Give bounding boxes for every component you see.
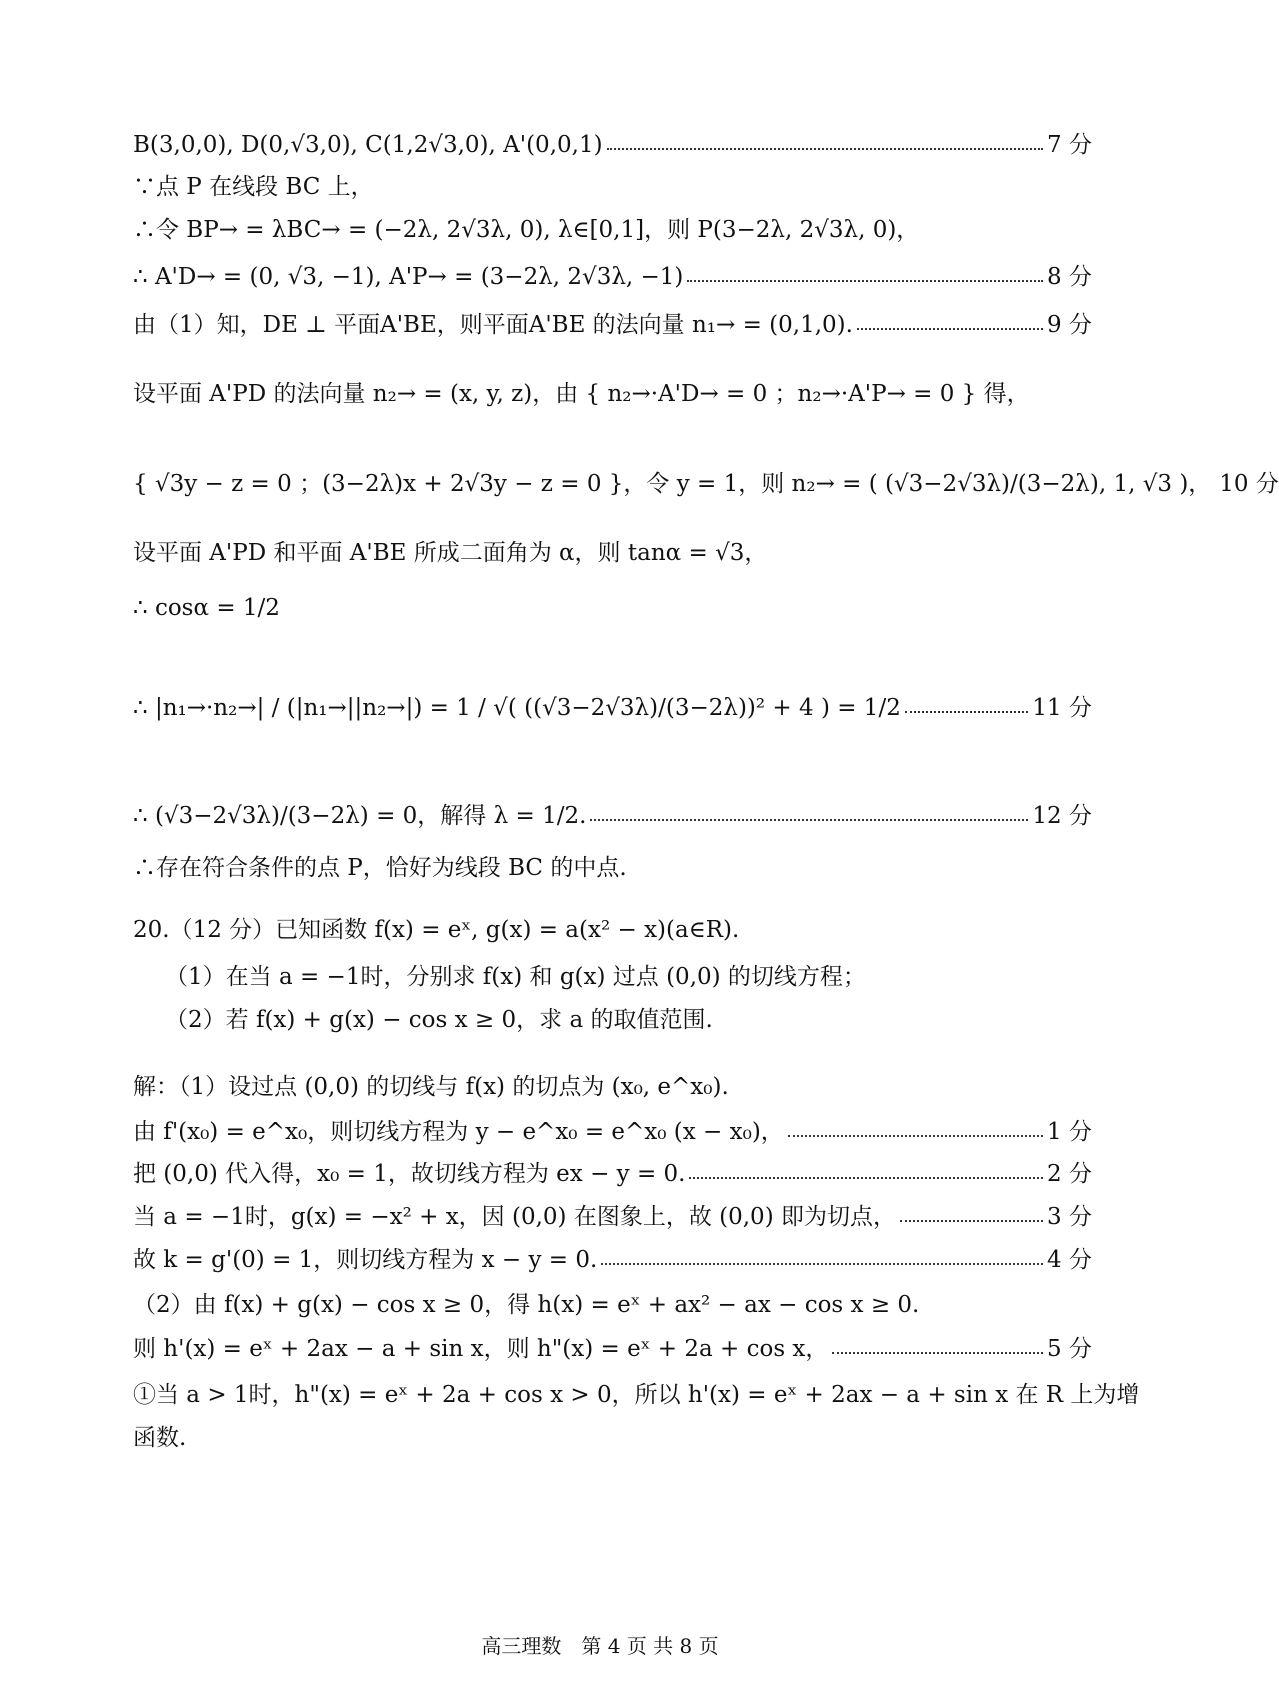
score-mark: 8 分 bbox=[1047, 264, 1092, 290]
line-text: B(3,0,0), D(0,√3,0), C(1,2√3,0), A'(0,0,1) bbox=[133, 132, 603, 158]
problem-part bbox=[165, 962, 1092, 992]
score-mark: 7 分 bbox=[1047, 132, 1092, 158]
line-text: { √3y − z = 0 ；(3−2λ)x + 2√3y − z = 0 }，令 y = 1，则 n₂→ = ( (√3−2√3λ)/(3−2λ), 1, √3 )， bbox=[133, 471, 1212, 497]
line-text: （1）在当 a = −1时，分别求 f(x) 和 g(x) 过点 (0,0) 的切线方程； bbox=[165, 964, 866, 990]
solution-line bbox=[133, 853, 1092, 883]
line-text: ∴存在符合条件的点 P，恰好为线段 BC 的中点. bbox=[133, 855, 627, 881]
solution-line bbox=[133, 688, 1092, 728]
score-mark: 12 分 bbox=[1032, 803, 1092, 829]
line-text: 由（1）知，DE ⊥ 平面A'BE，则平面A'BE 的法向量 n₁→ = (0,1,0). bbox=[133, 312, 853, 338]
solution-line bbox=[133, 464, 1279, 504]
score-mark: 1 分 bbox=[1047, 1119, 1092, 1145]
line-text: ∴ (√3−2√3λ)/(3−2λ) = 0，解得 λ = 1/2. bbox=[133, 803, 587, 829]
line-text: 解：（1）设过点 (0,0) 的切线与 f(x) 的切点为 (x₀, e^x₀). bbox=[133, 1074, 729, 1100]
solution-line bbox=[133, 588, 1092, 628]
solution-line bbox=[133, 1423, 1092, 1453]
dot-leader bbox=[687, 280, 1043, 282]
problem-statement bbox=[133, 915, 1092, 945]
score-mark: 9 分 bbox=[1047, 312, 1092, 338]
solution-line bbox=[133, 310, 1092, 340]
solution-line bbox=[133, 1380, 1140, 1410]
dot-leader bbox=[788, 1135, 1043, 1137]
dot-leader bbox=[689, 1177, 1043, 1179]
line-text: 设平面 A'PD 的法向量 n₂→ = (x, y, z)，由 { n₂→·A'D→ = 0 ；n₂→·A'P→ = 0 } 得， bbox=[133, 381, 1030, 407]
line-text: 函数. bbox=[133, 1425, 187, 1451]
line-text: 把 (0,0) 代入得，x₀ = 1，故切线方程为 ex − y = 0. bbox=[133, 1161, 686, 1187]
solution-line bbox=[133, 796, 1092, 836]
score-mark: 10 分 bbox=[1219, 471, 1279, 497]
dot-leader bbox=[607, 148, 1043, 150]
dot-leader bbox=[857, 328, 1043, 330]
score-mark: 5 分 bbox=[1047, 1336, 1092, 1362]
solution-line bbox=[133, 1072, 1092, 1102]
line-text: ∴ |n₁→·n₂→| / (|n₁→||n₂→|) = 1 / √( ((√3−2√3λ)/(3−2λ))² + 4 ) = 1/2 bbox=[133, 695, 901, 721]
solution-line bbox=[133, 172, 1092, 202]
line-text: 当 a = −1时，g(x) = −x² + x，因 (0,0) 在图象上，故 (0,0) 即为切点， bbox=[133, 1204, 896, 1230]
line-text: ∵点 P 在线段 BC 上， bbox=[133, 174, 374, 200]
line-text: 20.（12 分）已知函数 f(x) = eˣ, g(x) = a(x² − x)(a∈R). bbox=[133, 917, 740, 943]
line-text: ∴ cosα = 1/2 bbox=[133, 595, 280, 621]
line-text: ①当 a > 1时，h"(x) = eˣ + 2a + cos x > 0，所以 h'(x) = eˣ + 2ax − a + sin x 在 R 上为增 bbox=[133, 1382, 1140, 1408]
line-text: ∴ A'D→ = (0, √3, −1), A'P→ = (3−2λ, 2√3λ, −1) bbox=[133, 264, 684, 290]
problem-part bbox=[165, 1005, 1092, 1035]
line-text: 由 f'(x₀) = e^x₀，则切线方程为 y − e^x₀ = e^x₀ (x − x₀)， bbox=[133, 1119, 784, 1145]
dot-leader bbox=[900, 1220, 1043, 1222]
line-text: 则 h'(x) = eˣ + 2ax − a + sin x，则 h"(x) = eˣ + 2a + cos x， bbox=[133, 1336, 829, 1362]
score-mark: 2 分 bbox=[1047, 1161, 1092, 1187]
solution-line bbox=[133, 1334, 1092, 1364]
solution-line bbox=[133, 130, 1092, 160]
solution-line bbox=[133, 1202, 1092, 1232]
solution-line bbox=[133, 1117, 1092, 1147]
solution-line bbox=[133, 215, 1092, 245]
solution-line bbox=[133, 262, 1092, 292]
score-mark: 11 分 bbox=[1032, 695, 1092, 721]
dot-leader bbox=[905, 711, 1029, 713]
solution-line bbox=[133, 1159, 1092, 1189]
line-text: （2）若 f(x) + g(x) − cos x ≥ 0，求 a 的取值范围. bbox=[165, 1007, 713, 1033]
dot-leader bbox=[832, 1352, 1043, 1354]
solution-line bbox=[133, 538, 1092, 568]
score-mark: 4 分 bbox=[1047, 1247, 1092, 1273]
solution-line bbox=[133, 1245, 1092, 1275]
score-mark: 3 分 bbox=[1047, 1204, 1092, 1230]
dot-leader bbox=[601, 1263, 1043, 1265]
line-text: ∴令 BP→ = λBC→ = (−2λ, 2√3λ, 0), λ∈[0,1]，则 P(3−2λ, 2√3λ, 0)， bbox=[133, 217, 920, 243]
solution-line bbox=[133, 1290, 1092, 1320]
page-footer: 高三理数 第 4 页 共 8 页 bbox=[481, 1634, 719, 1658]
line-text: （2）由 f(x) + g(x) − cos x ≥ 0，得 h(x) = eˣ + ax² − ax − cos x ≥ 0. bbox=[133, 1292, 920, 1318]
dot-leader bbox=[590, 819, 1028, 821]
line-text: 故 k = g'(0) = 1，则切线方程为 x − y = 0. bbox=[133, 1247, 598, 1273]
solution-line bbox=[133, 374, 1092, 414]
line-text: 设平面 A'PD 和平面 A'BE 所成二面角为 α，则 tanα = √3， bbox=[133, 540, 768, 566]
